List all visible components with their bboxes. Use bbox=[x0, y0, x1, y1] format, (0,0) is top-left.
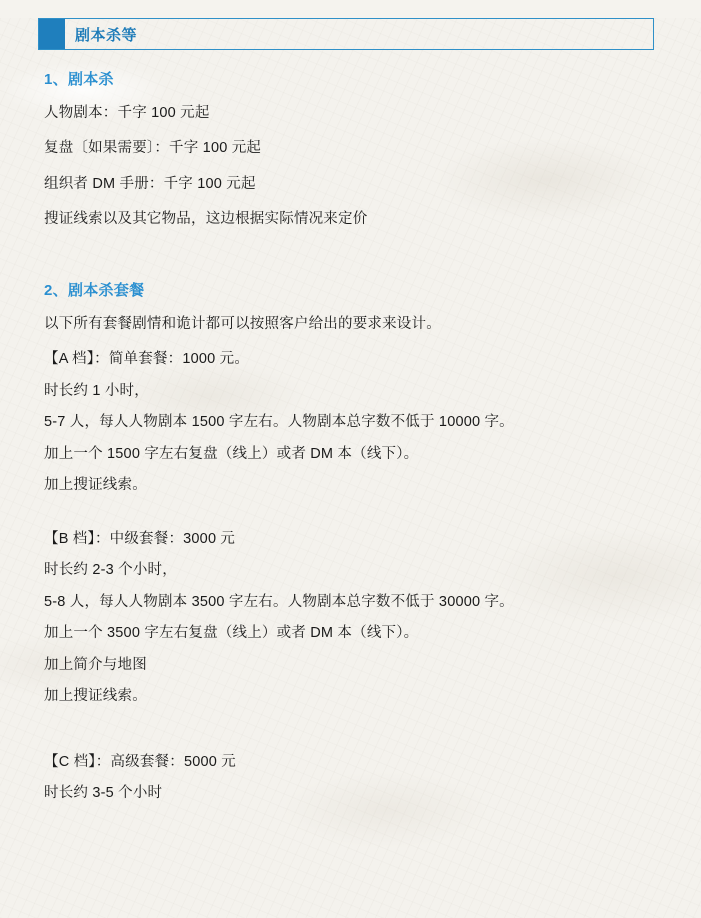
document-body bbox=[0, 18, 701, 804]
section-2-intro: 以下所有套餐剧情和诡计都可以按照客户给出的要求来设计。 bbox=[44, 315, 441, 332]
package-a-line-2: 5-7 人，每人人物剧本 1500 字左右。人物剧本总字数不低于 10000 字。 bbox=[44, 414, 514, 431]
section-1-line-3: 组织者 DM 手册：千字 100 元起 bbox=[44, 175, 256, 192]
package-c-label: 【C 档】：高级套餐：5000 元 bbox=[44, 753, 236, 770]
package-b-label: 【B 档】：中级套餐：3000 元 bbox=[44, 530, 236, 547]
package-b-line-4: 加上简介与地图 bbox=[44, 656, 147, 673]
section-1-line-4: 搜证线索以及其它物品，这边根据实际情况来定价 bbox=[44, 211, 368, 228]
package-b-line-2: 5-8 人，每人人物剧本 3500 字左右。人物剧本总字数不低于 30000 字。 bbox=[44, 593, 514, 610]
section-scriptkill bbox=[38, 68, 663, 231]
section-1-line-1: 人物剧本：千字 100 元起 bbox=[44, 105, 210, 121]
section-1-heading: 1、剧本杀 bbox=[44, 71, 114, 88]
package-c-line-1: 时长约 3-5 个小时 bbox=[44, 784, 163, 801]
package-b-line-5: 加上搜证线索。 bbox=[44, 688, 147, 705]
package-a-line-4: 加上搜证线索。 bbox=[44, 477, 147, 494]
document-title-bar bbox=[38, 18, 654, 50]
package-spacer-b-c bbox=[38, 708, 663, 738]
section-2-heading: 2、剧本杀套餐 bbox=[44, 281, 145, 299]
page-title: 剧本杀等 bbox=[75, 26, 138, 44]
package-b-line-1: 时长约 2-3 个小时， bbox=[44, 562, 177, 579]
section-1-line-2: 复盘〔如果需要〕：千字 100 元起 bbox=[44, 140, 262, 157]
package-a-label: 【A 档】：简单套餐：1000 元。 bbox=[44, 351, 250, 368]
section-packages bbox=[38, 279, 663, 805]
package-spacer-a-b bbox=[38, 497, 663, 515]
section-spacer-1 bbox=[0, 231, 701, 261]
title-accent-block bbox=[39, 19, 65, 49]
package-a-line-3: 加上一个 1500 字左右复盘（线上）或者 DM 本（线下）。 bbox=[44, 445, 419, 462]
package-a-line-1: 时长约 1 小时， bbox=[44, 382, 149, 399]
package-b-line-3: 加上一个 3500 字左右复盘（线上）或者 DM 本（线下）。 bbox=[44, 625, 419, 642]
